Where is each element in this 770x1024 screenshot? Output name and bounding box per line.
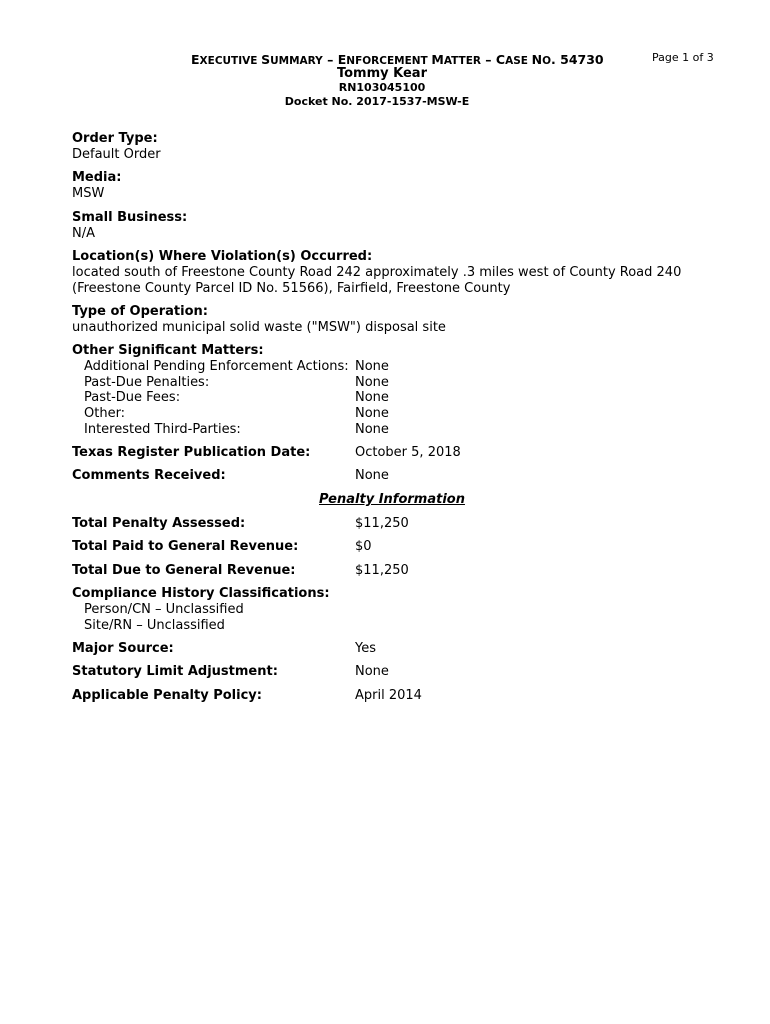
title-part: C	[495, 52, 506, 67]
other-matter-value: None	[355, 390, 389, 405]
location-line-2: (Freestone County Parcel ID No. 51566), Fairfield, Freestone County	[72, 281, 511, 296]
title-part: . 54730	[551, 52, 604, 67]
penalty-policy-label: Applicable Penalty Policy:	[72, 688, 262, 703]
compliance-history-label: Compliance History Classifications:	[72, 586, 330, 601]
small-business-label: Small Business:	[72, 210, 188, 225]
compliance-item: Site/RN – Unclassified	[84, 618, 225, 633]
title-part: S	[261, 52, 271, 67]
statutory-limit-value: None	[355, 664, 389, 679]
title-part: NFORCEMENT	[346, 55, 432, 67]
title-part: XECUTIVE	[199, 55, 262, 67]
total-due-value: $11,250	[355, 563, 409, 578]
publication-date-value: October 5, 2018	[355, 445, 461, 460]
total-paid-label: Total Paid to General Revenue:	[72, 539, 299, 554]
comments-label: Comments Received:	[72, 468, 226, 483]
order-type-value: Default Order	[72, 147, 161, 162]
operation-type-value: unauthorized municipal solid waste ("MSW") disposal site	[72, 320, 446, 335]
other-matter-value: None	[355, 359, 389, 374]
media-value: MSW	[72, 186, 105, 201]
total-penalty-assessed-value: $11,250	[355, 516, 409, 531]
location-label: Location(s) Where Violation(s) Occurred:	[72, 249, 373, 264]
other-matter-value: None	[355, 375, 389, 390]
penalty-information-heading: Penalty Information	[319, 492, 465, 507]
other-matters-label: Other Significant Matters:	[72, 343, 264, 358]
location-line-1: located south of Freestone County Road 242 approximately .3 miles west of County Road 240	[72, 265, 682, 280]
title-part: ATTER	[443, 55, 481, 67]
page-indicator: Page 1 of 3	[652, 51, 714, 64]
major-source-label: Major Source:	[72, 641, 174, 656]
order-type-label: Order Type:	[72, 131, 158, 146]
title-part: –	[480, 52, 496, 67]
statutory-limit-label: Statutory Limit Adjustment:	[72, 664, 278, 679]
document-title	[191, 51, 604, 67]
operation-type-label: Type of Operation:	[72, 304, 208, 319]
title-part: O	[542, 55, 552, 67]
total-penalty-assessed-label: Total Penalty Assessed:	[72, 516, 246, 531]
major-source-value: Yes	[355, 641, 376, 656]
title-part: ASE	[505, 55, 532, 67]
other-matter-label: Past-Due Fees:	[84, 390, 181, 405]
compliance-item: Person/CN – Unclassified	[84, 602, 244, 617]
rn-number: RN103045100	[338, 81, 426, 94]
small-business-value: N/A	[72, 226, 95, 241]
total-due-label: Total Due to General Revenue:	[72, 563, 296, 578]
title-part: M	[431, 52, 444, 67]
other-matter-label: Interested Third-Parties:	[84, 422, 241, 437]
other-matter-value: None	[355, 422, 389, 437]
media-label: Media:	[72, 170, 122, 185]
total-paid-value: $0	[355, 539, 372, 554]
penalty-policy-value: April 2014	[355, 688, 422, 703]
other-matter-label: Additional Pending Enforcement Actions:	[84, 359, 349, 374]
other-matter-label: Other:	[84, 406, 126, 421]
other-matter-value: None	[355, 406, 389, 421]
title-part: N	[531, 52, 543, 67]
title-part: –	[322, 52, 338, 67]
publication-date-label: Texas Register Publication Date:	[72, 445, 311, 460]
title-part: E	[337, 52, 347, 67]
other-matter-label: Past-Due Penalties:	[84, 375, 210, 390]
title-part: UMMARY	[270, 55, 323, 67]
docket-number: Docket No. 2017-1537-MSW-E	[284, 95, 470, 108]
title-part: E	[191, 52, 200, 67]
respondent-name: Tommy Kear	[336, 66, 427, 81]
comments-value: None	[355, 468, 389, 483]
